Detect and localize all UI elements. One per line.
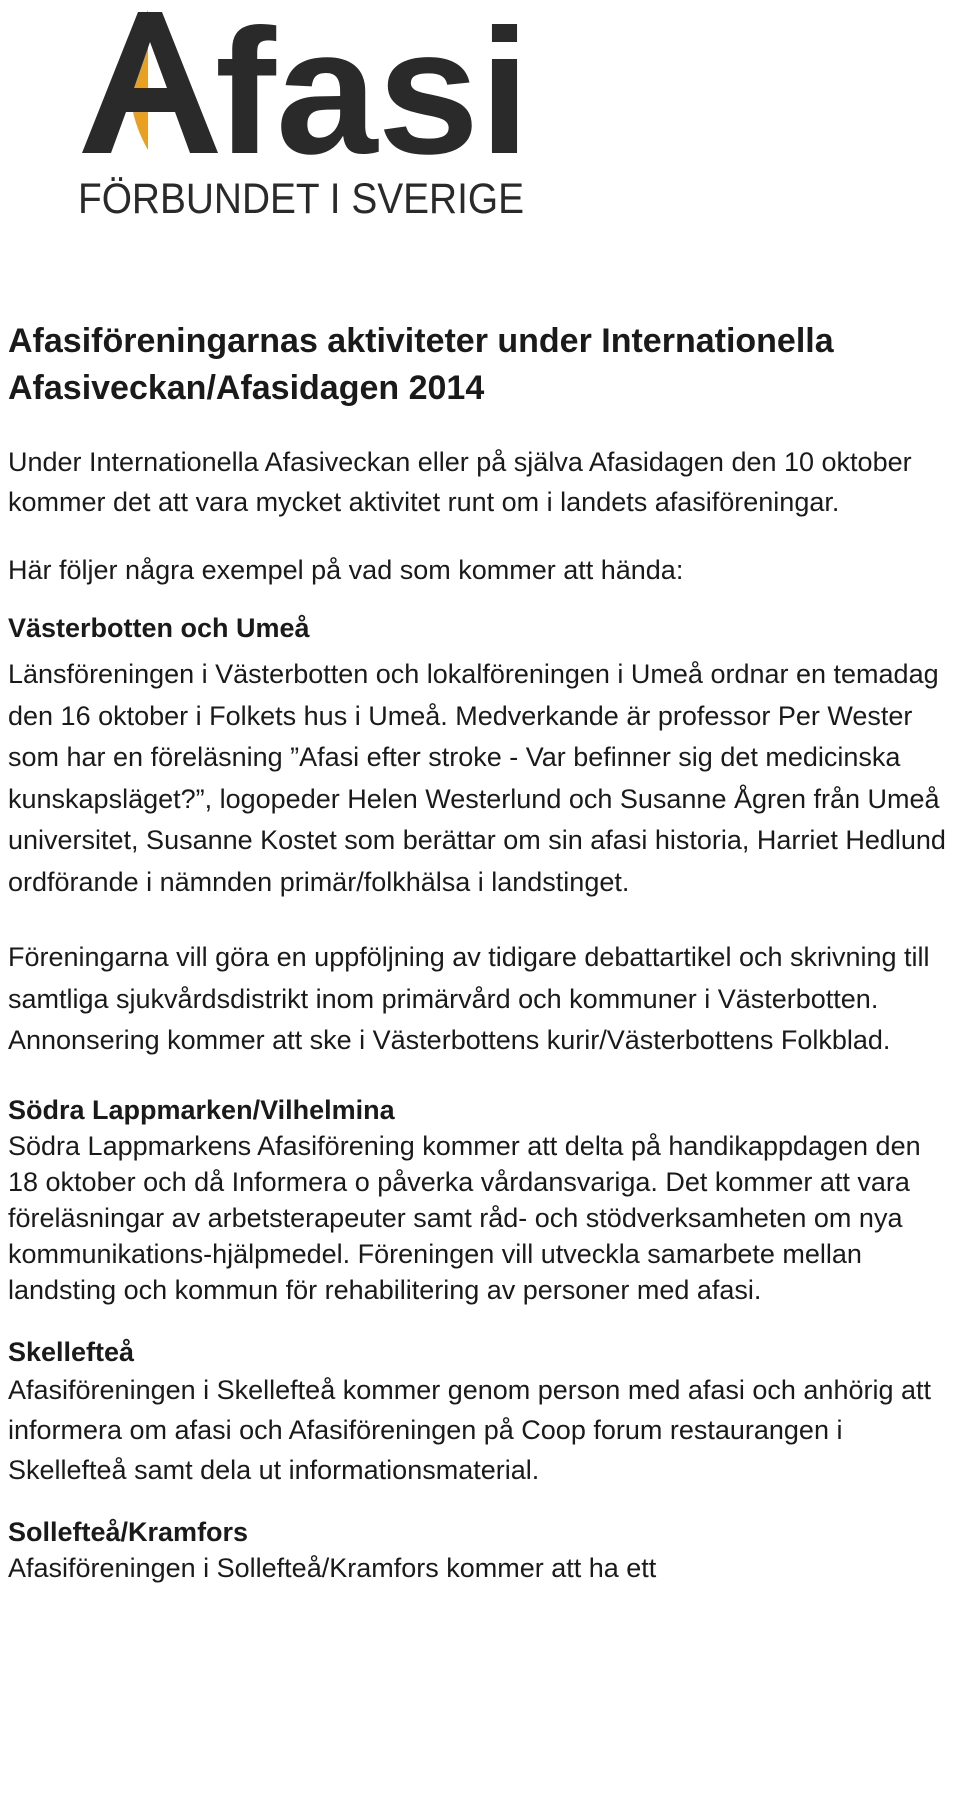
logo-wordmark: fasi [215,0,530,191]
logo-subtitle: FÖRBUNDET I SVERIGE [78,175,524,223]
lead-paragraph: Här följer några exempel på vad som kommer att hända: [8,555,684,585]
section-paragraph-solleftea-kramfors: Afasiföreningen i Sollefteå/Kramfors kommer att ha ett [8,1552,657,1583]
intro-paragraph: Under Internationella Afasiveckan eller på själva Afasidagen den 10 oktober kommer det att vara mycket aktivitet runt om i landets afasiföreningar. [8,447,912,517]
section-paragraph-vasterbotten-2: Föreningarna vill göra en uppföljning av tidigare debattartikel och skrivning till samtliga sjukvårdsdistrikt inom primärvård och kommuner i Västerbotten. Annonsering kommer att ske i Västerbottens kurir/Västerbottens Folkblad. [8,942,930,1055]
logo-letter-a [82,12,218,153]
logo-graphic [0,0,540,225]
section-paragraph-skelleftea: Afasiföreningen i Skellefteå kommer genom person med afasi och anhörig att informera om afasi och Afasiföreningen på Coop forum restaurangen i Skellefteå samt dela ut informationsmaterial. [8,1374,932,1485]
afasi-logo [0,0,540,225]
section-heading-solleftea-kramfors: Sollefteå/Kramfors [8,1516,249,1547]
section-paragraph-sodra-lappmarken: Södra Lappmarkens Afasiförening kommer att delta på handikappdagen den 18 oktober och då Informera o påverka vårdansvariga. Det kommer att vara föreläsningar av arbetsterapeuter samt råd- och stödverksamheten om nya kommunikations-hjälpmedel. Föreningen vill utveckla samarbete mellan landsting och kommun för rehabilitering av personer med afasi. [8,1130,921,1305]
document-title: Afasiföreningarnas aktiviteter under Internationella Afasiveckan/Afasidagen 2014 [8,322,834,407]
section-heading-skelleftea: Skellefteå [8,1336,135,1367]
section-heading-sodra-lappmarken: Södra Lappmarken/Vilhelmina [8,1094,395,1125]
section-paragraph-vasterbotten-1: Länsföreningen i Västerbotten och lokalföreningen i Umeå ordnar en temadag den 16 oktober i Folkets hus i Umeå. Medverkande är professor Per Wester som har en föreläsning ”Afasi efter stroke - Var befinner sig det medicinska kunskapsläget?”, logopeder Helen Westerlund och Susanne Ågren från Umeå universitet, Susanne Kostet som berättar om sin afasi historia, Harriet Hedlund ordförande i nämnden primär/folkhälsa i landstinget. [8,659,946,897]
document-body [8,318,956,1586]
section-heading-vasterbotten: Västerbotten och Umeå [8,613,310,643]
